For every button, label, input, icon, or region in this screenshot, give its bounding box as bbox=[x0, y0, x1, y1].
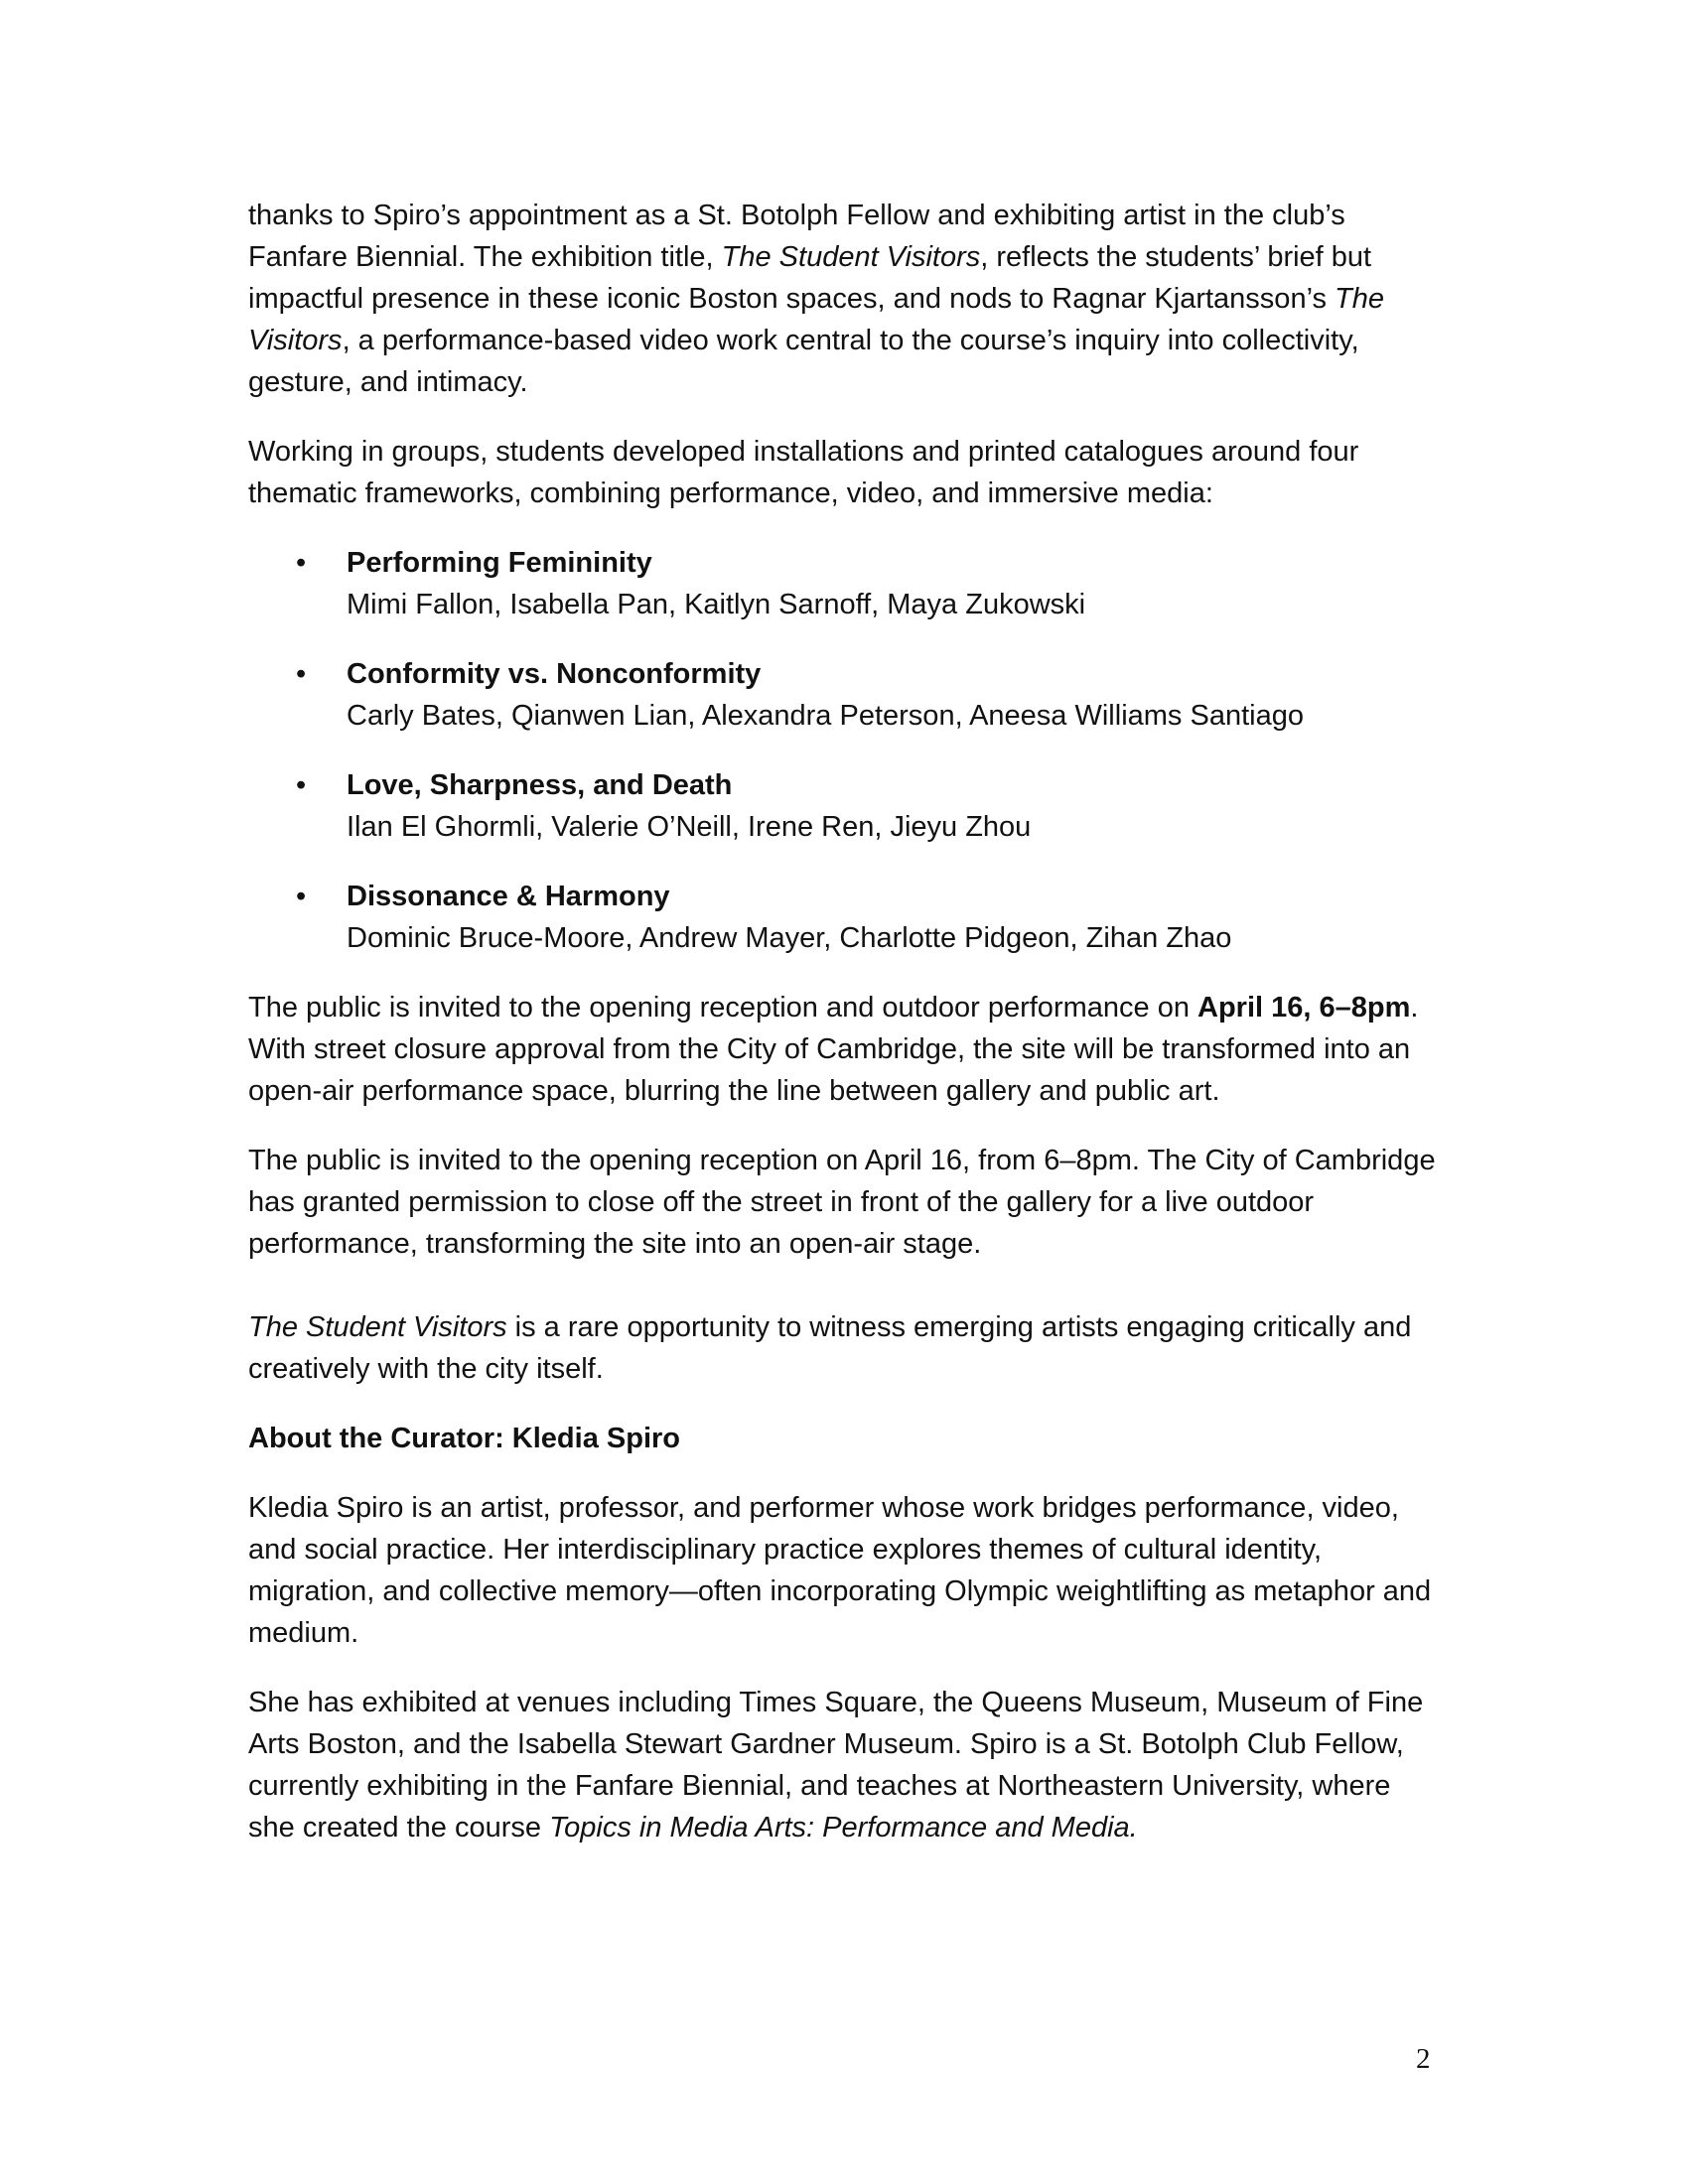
group-title: Performing Femininity bbox=[347, 547, 652, 579]
exhibition-title: The Student Visitors bbox=[721, 241, 981, 273]
curator-heading: About the Curator: Kledia Spiro bbox=[248, 1423, 680, 1454]
group-title: Dissonance & Harmony bbox=[347, 881, 670, 912]
course-title: Topics in Media Arts: Performance and Media. bbox=[549, 1812, 1138, 1843]
intro-paragraph bbox=[248, 195, 1440, 403]
page-number: 2 bbox=[1416, 2043, 1431, 2075]
text-run: . With street closure approval from the City of Cambridge, the site will be transformed into an open-air performance space, blurring the line between gallery and public art. bbox=[248, 992, 1419, 1107]
group-title: Conformity vs. Nonconformity bbox=[347, 658, 762, 690]
event-date: April 16, 6–8pm bbox=[1197, 992, 1411, 1024]
list-item bbox=[248, 876, 1440, 959]
group-members: Carly Bates, Qianwen Lian, Alexandra Peterson, Aneesa Williams Santiago bbox=[347, 700, 1304, 732]
list-item bbox=[248, 653, 1440, 737]
group-members: Mimi Fallon, Isabella Pan, Kaitlyn Sarnoff, Maya Zukowski bbox=[347, 589, 1086, 620]
text-run: thanks to Spiro’s appointment as a St. Botolph Fellow and exhibiting artist in the club’s Fanfare Biennial. The exhibition title, bbox=[248, 200, 1345, 273]
group-members: Ilan El Ghormli, Valerie O’Neill, Irene Ren, Jieyu Zhou bbox=[347, 811, 1032, 843]
group-members: Dominic Bruce-Moore, Andrew Mayer, Charlotte Pidgeon, Zihan Zhao bbox=[347, 922, 1232, 954]
bullet: • bbox=[296, 769, 307, 801]
document-body bbox=[248, 195, 1440, 1848]
text-run: is a rare opportunity to witness emerging artists engaging critically and creatively with the city itself. bbox=[248, 1311, 1412, 1385]
artwork-title: The Visitors bbox=[248, 283, 1385, 356]
curator-exhibitions-paragraph bbox=[248, 1682, 1440, 1848]
reception-paragraph bbox=[248, 987, 1440, 1112]
reception-paragraph-alt: The public is invited to the opening reception on April 16, from 6–8pm. The City of Cambridge has granted permission to close off the street in front of the gallery for a live outdoor performance, transforming the site into an open-air stage. bbox=[248, 1145, 1436, 1260]
text-run: , a performance-based video work central to the course’s inquiry into collectivity, gesture, and intimacy. bbox=[248, 325, 1359, 398]
exhibition-title: The Student Visitors bbox=[248, 1311, 507, 1343]
curator-bio-paragraph: Kledia Spiro is an artist, professor, and performer whose work bridges performance, video, and social practice. Her interdisciplinary practice explores themes of cultural identity, migration, and collective memory—often incorporating Olympic weightlifting as metaphor and medium. bbox=[248, 1492, 1432, 1649]
opportunity-paragraph bbox=[248, 1306, 1440, 1390]
bullet: • bbox=[296, 881, 307, 912]
group-list bbox=[248, 542, 1440, 959]
bullet: • bbox=[296, 547, 307, 579]
bullet: • bbox=[296, 658, 307, 690]
list-item bbox=[248, 764, 1440, 848]
text-run: She has exhibited at venues including Times Square, the Queens Museum, Museum of Fine Arts Boston, and the Isabella Stewart Gardner Museum. Spiro is a St. Botolph Club Fellow, currently exhibiting in the Fanfare Biennial, and teaches at Northeastern University, where she created the course bbox=[248, 1687, 1424, 1843]
text-run: The public is invited to the opening reception and outdoor performance on bbox=[248, 992, 1198, 1024]
text-run: , reflects the students’ brief but impactful presence in these iconic Boston spaces, and nods to Ragnar Kjartansson’s bbox=[248, 241, 1372, 315]
group-title: Love, Sharpness, and Death bbox=[347, 769, 733, 801]
list-item bbox=[248, 542, 1440, 625]
groups-intro-paragraph: Working in groups, students developed installations and printed catalogues around four thematic frameworks, combining performance, video, and immersive media: bbox=[248, 436, 1359, 509]
